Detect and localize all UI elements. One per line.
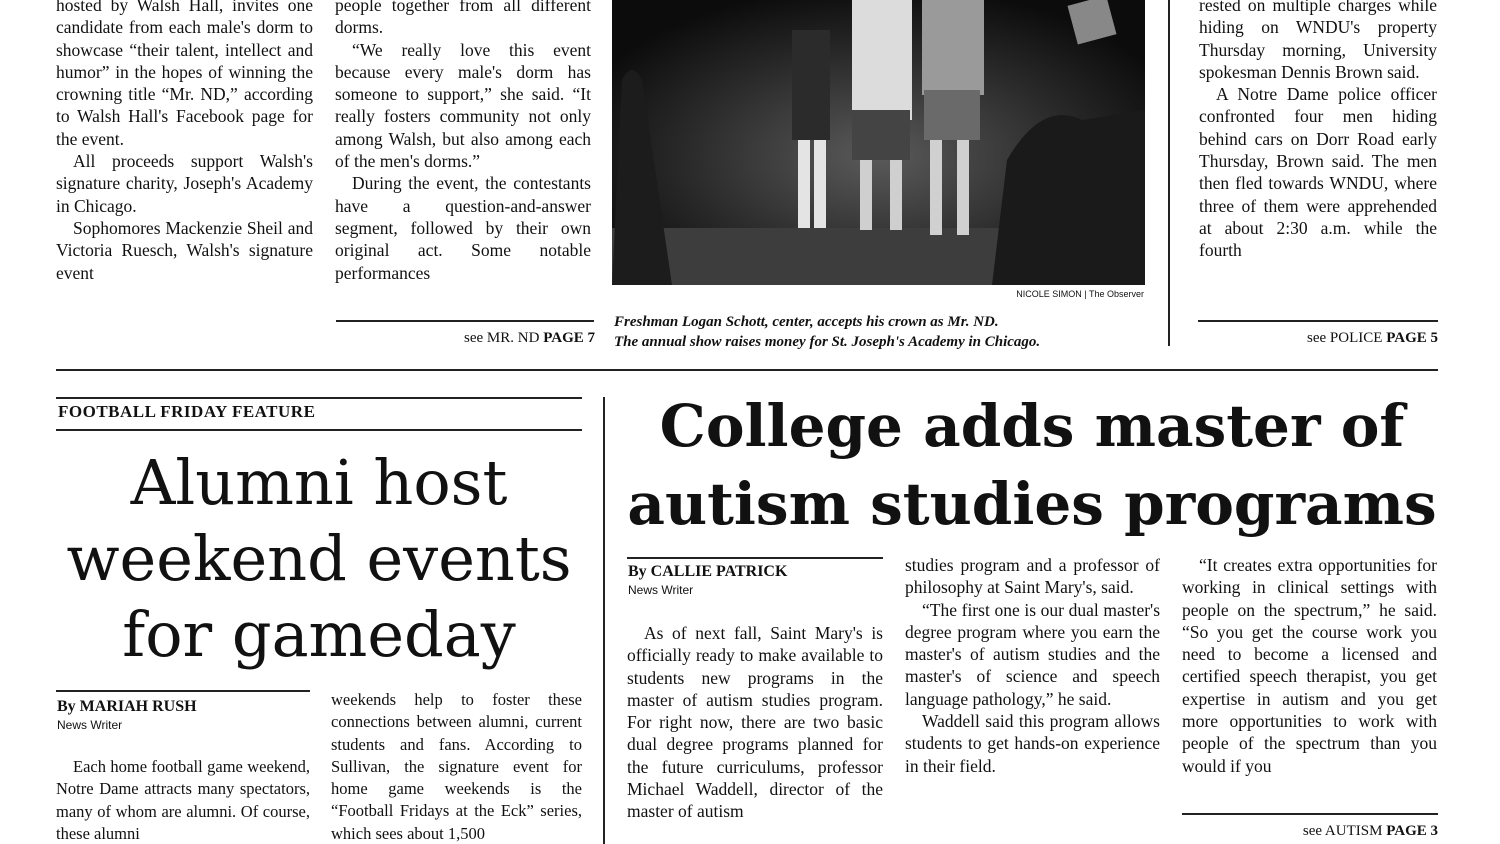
alumni-paragraph: Each home football game weekend, Notre Dame attracts many spectators, many of whom are alumni. Of course, these alumni — [56, 757, 310, 843]
alumni-column-2 — [331, 689, 582, 844]
police-column — [1199, 0, 1437, 303]
jump-line-autism[interactable]: see AUTISM PAGE 3 — [1302, 823, 1438, 839]
autism-column-1 — [627, 622, 883, 844]
jump-rule — [1182, 813, 1438, 815]
mr-nd-column-2 — [335, 0, 591, 303]
jump-rule — [336, 320, 594, 322]
police-paragraph: A Notre Dame police officer confronted four men hiding behind cars on Dorr Road early Thursday, Brown said. The men then fled towards WNDU, where three of them were apprehended at about 2:30 a.m. while the fourth — [1199, 84, 1437, 261]
alumni-paragraph: weekends help to foster these connections between alumni, current students and fans. According to Sullivan, the signature event for home game weekends is the “Football Fridays at the Eck” series, which sees about 1,500 — [331, 690, 582, 843]
caption-line: Freshman Logan Schott, center, accepts his crown as Mr. ND. — [614, 314, 999, 330]
mr-nd-paragraph: “We really love this event because every male's dorm has someone to support,” she said. “It really fosters community not only among Walsh, but also among each of the men's dorms.” — [335, 39, 591, 172]
mr-nd-photo — [612, 0, 1145, 285]
mr-nd-column-1 — [56, 0, 313, 346]
autism-paragraph: “It creates extra opportunities for working in clinical settings with people on the spectrum,” he said. “So you get the course work you need to become a licensed and certified speech therapist, you get expertise in autism and you get more opportunities to work with people of the spectrum than you would if you — [1182, 555, 1437, 776]
byline-rule — [627, 557, 883, 559]
mr-nd-paragraph: Sophomores Mackenzie Sheil and Victoria Ruesch, Walsh's signature event — [56, 217, 313, 283]
byline-rule — [56, 690, 310, 692]
alumni-byline — [57, 698, 197, 732]
byline-role: News Writer — [628, 583, 694, 597]
jump-rule — [1198, 320, 1438, 322]
headline-line: College adds master of — [659, 392, 1405, 460]
mr-nd-paragraph: During the event, the contestants have a question-and-answer segment, followed by their own original act. Some notable performances — [335, 173, 591, 283]
headline-line: for gameday — [122, 598, 516, 671]
section-rule — [56, 369, 1438, 371]
autism-paragraph: studies program and a professor of philosophy at Saint Mary's, said. — [905, 555, 1160, 598]
headline-line: Alumni host — [130, 446, 508, 519]
mr-nd-paragraph: hosted by Walsh Hall, invites one candidate from each male's dorm to showcase “their talent, intellect and humor” in the hopes of winning the crowning title “Mr. ND,” according to Walsh Hall's Facebook page for the event. — [56, 0, 313, 149]
autism-paragraph: Waddell said this program allows students to get hands-on experience in their field. — [905, 711, 1160, 776]
alumni-column-1 — [56, 756, 310, 844]
police-paragraph: rested on multiple charges while hiding on WNDU's property Thursday morning, University spokesman Dennis Brown said. — [1199, 0, 1437, 82]
mr-nd-paragraph: All proceeds support Walsh's signature charity, Joseph's Academy in Chicago. — [56, 151, 313, 216]
autism-headline — [626, 387, 1438, 543]
kicker-label: FOOTBALL FRIDAY FEATURE — [58, 402, 316, 421]
kicker-rule-bottom — [56, 429, 582, 431]
caption-line: The annual show raises money for St. Joseph's Academy in Chicago. — [614, 334, 1041, 350]
autism-paragraph: “The first one is our dual master's degree program where you earn the master's of autism studies and the master's of science and speech language pathology,” he said. — [905, 599, 1160, 709]
jump-line-police[interactable]: see POLICE PAGE 5 — [1307, 330, 1438, 346]
byline-name: By MARIAH RUSH — [57, 698, 197, 715]
alumni-headline — [56, 445, 582, 673]
byline-role: News Writer — [57, 718, 123, 732]
photo-caption — [614, 312, 1154, 352]
headline-line: weekend events — [66, 522, 572, 595]
autism-byline — [628, 563, 787, 597]
kicker-rule-top — [56, 397, 582, 399]
headline-line: autism studies programs — [627, 470, 1437, 538]
jump-line-mr-nd[interactable]: see MR. ND PAGE 7 — [464, 330, 595, 346]
autism-paragraph: As of next fall, Saint Mary's is officially ready to make available to students new programs in the master of autism studies program. For right now, there are two basic dual degree programs planned for the future curriculums, professor Michael Waddell, director of the master of autism — [627, 623, 883, 822]
photo-credit: NICOLE SIMON | The Observer — [1016, 289, 1144, 299]
byline-name: By CALLIE PATRICK — [628, 563, 788, 580]
autism-column-3 — [1182, 554, 1437, 800]
mr-nd-paragraph: people together from all different dorms. — [335, 0, 591, 38]
column-divider — [1168, 0, 1170, 346]
column-divider — [603, 397, 605, 844]
autism-column-2 — [905, 554, 1160, 822]
